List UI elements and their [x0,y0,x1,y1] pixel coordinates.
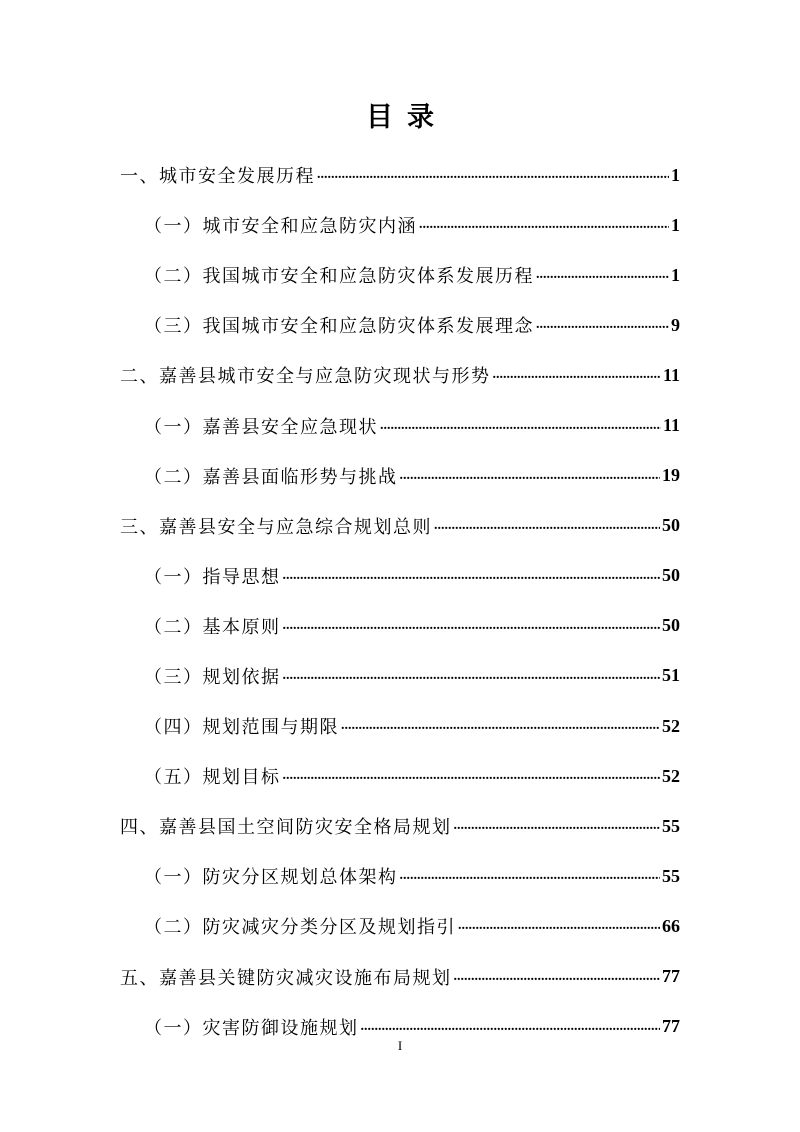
toc-entry-label: （四）规划范围与期限 [144,717,339,739]
dot-leader [493,366,661,384]
toc-entry-page: 50 [662,515,680,536]
toc-entry-label: 四、嘉善县国土空间防灾安全格局规划 [120,817,452,839]
toc-entry-label: （一）灾害防御设施规划 [144,1017,359,1039]
dot-leader [361,1018,661,1036]
toc-entry-page: 9 [671,314,680,335]
toc-entry[interactable] [120,851,680,901]
dot-leader [454,817,661,835]
toc-entry-label: 二、嘉善县城市安全与应急防灾现状与形势 [120,366,491,388]
toc-entry[interactable] [120,801,680,851]
dot-leader [341,717,660,735]
toc-entry[interactable] [120,551,680,601]
toc-entry[interactable] [120,200,680,250]
toc-entry[interactable] [120,701,680,751]
dot-leader [536,266,669,284]
toc-entry-label: （一）嘉善县安全应急现状 [144,416,378,438]
toc-entry-label: 五、嘉善县关键防灾减灾设施布局规划 [120,967,452,989]
toc-entry-page: 11 [662,415,680,436]
dot-leader [536,316,669,334]
toc-entry-label: （三）我国城市安全和应急防灾体系发展理念 [144,316,534,338]
toc-entry-label: （五）规划目标 [144,767,281,789]
dot-leader [400,467,661,485]
toc-entry-label: （一）城市安全和应急防灾内涵 [144,216,417,238]
dot-leader [283,667,661,685]
toc-entry-page: 51 [662,665,680,686]
dot-leader [434,517,660,535]
toc-entry[interactable] [120,901,680,951]
toc-entry-page: 50 [662,565,680,586]
toc-entry-page: 52 [662,765,680,786]
toc-entry-page: 66 [662,915,680,936]
toc-entry-label: （一）防灾分区规划总体架构 [144,867,398,889]
toc-entry-label: （三）规划依据 [144,666,281,688]
toc-entry-label: （一）指导思想 [144,566,281,588]
toc-entry-page: 77 [662,966,680,987]
table-of-contents [120,150,680,1052]
toc-entry[interactable] [120,601,680,651]
toc-entry[interactable] [120,300,680,350]
toc-entry-label: （二）嘉善县面临形势与挑战 [144,466,398,488]
toc-entry-page: 55 [662,865,680,886]
toc-entry[interactable] [120,350,680,400]
dot-leader [283,617,661,635]
dot-leader [283,567,661,585]
toc-entry[interactable] [120,150,680,200]
toc-entry-label: （二）基本原则 [144,616,281,638]
toc-entry[interactable] [120,250,680,300]
toc-entry-page: 19 [662,465,680,486]
dot-leader [458,917,660,935]
toc-entry[interactable] [120,651,680,701]
toc-entry-label: （二）防灾减灾分类分区及规划指引 [144,917,456,939]
dot-leader [380,417,661,435]
dot-leader [419,216,669,234]
toc-entry[interactable] [120,501,680,551]
toc-entry-page: 1 [671,264,680,285]
dot-leader [400,867,661,885]
toc-entry[interactable] [120,451,680,501]
toc-entry-page: 52 [662,715,680,736]
toc-entry[interactable] [120,751,680,801]
toc-entry-label: 三、嘉善县安全与应急综合规划总则 [120,516,432,538]
toc-entry[interactable] [120,400,680,450]
toc-entry-label: （二）我国城市安全和应急防灾体系发展历程 [144,266,534,288]
toc-entry[interactable] [120,952,680,1002]
dot-leader [317,166,669,184]
dot-leader [454,968,661,986]
dot-leader [283,767,661,785]
toc-entry-page: 77 [662,1016,680,1037]
toc-entry-page: 55 [662,815,680,836]
page-title: 目录 [366,102,448,133]
toc-entry-label: 一、城市安全发展历程 [120,166,315,188]
toc-entry-page: 1 [671,214,680,235]
toc-entry-page: 1 [671,164,680,185]
toc-entry-page: 11 [662,364,680,385]
toc-entry-page: 50 [662,615,680,636]
page-number: I [397,1038,403,1053]
